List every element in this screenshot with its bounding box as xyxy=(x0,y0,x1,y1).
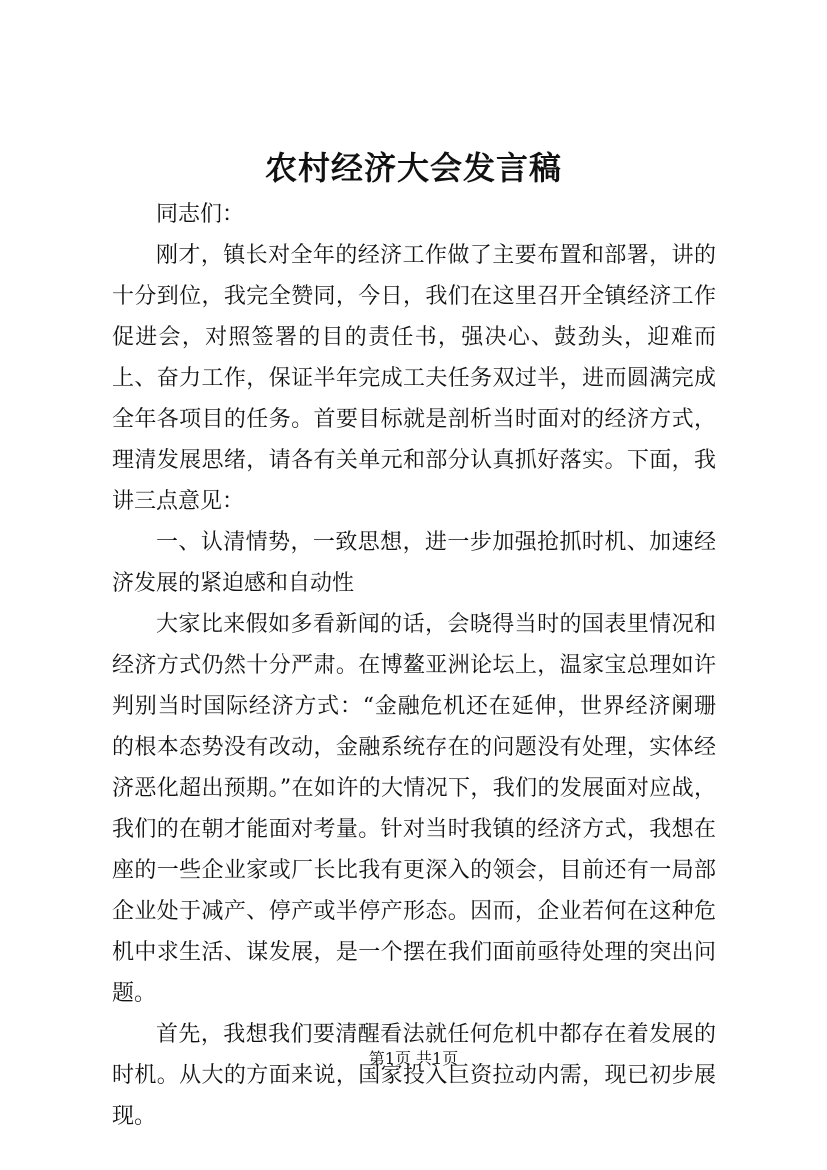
paragraph-intro: 刚才，镇长对全年的经济工作做了主要布置和部署，讲的十分到位，我完全赞同，今日，我们在这里召开全镇经济工作促进会，对照签署的目的责任书，强决心、鼓劲头，迎难而上、奋力工作，保证半年完成工夫任务双过半，进而圆满完成全年各项目的任务。首要目标就是剖析当时面对的经济方式，理清发展思绪，请各有关单元和部分认真抓好落实。下面，我讲三点意见： xyxy=(112,243,716,514)
paragraph-situation: 大家比来假如多看新闻的话，会晓得当时的国表里情况和经济方式仍然十分严肃。在博鳌亚洲论坛上，温家宝总理如许判别当时国际经济方式：“金融危机还在延伸，世界经济阑珊的根本态势没有改动，金融系统存在的问题没有处理，实体经济恶化超出预期。”在如许的大情况下，我们的发展面对应战，我们的在朝才能面对考量。针对当时我镇的经济方式，我想在座的一些企业家或厂长比我有更深入的领会，目前还有一局部企业处于减产、停产或半停产形态。因而，企业若何在这种危机中求生活、谋发展，是一个摆在我们面前亟待处理的突出问题。 xyxy=(112,612,716,1006)
page-footer: 第1页 共1页 xyxy=(368,1049,459,1068)
document-title: 农村经济大会发言稿 xyxy=(264,149,562,187)
document-body xyxy=(112,194,716,1137)
section-heading-1: 一、认清情势，一致思想，进一步加强抢抓时机、加速经济发展的紧迫感和自动性 xyxy=(112,530,716,596)
paragraph-greeting: 同志们： xyxy=(156,202,245,227)
paragraph-first-point: 首先，我想我们要清醒看法就任何危机中都存在着发展的时机。从大的方面来说，国家投入巨资拉动内需，现已初步展现。 xyxy=(112,1022,716,1129)
